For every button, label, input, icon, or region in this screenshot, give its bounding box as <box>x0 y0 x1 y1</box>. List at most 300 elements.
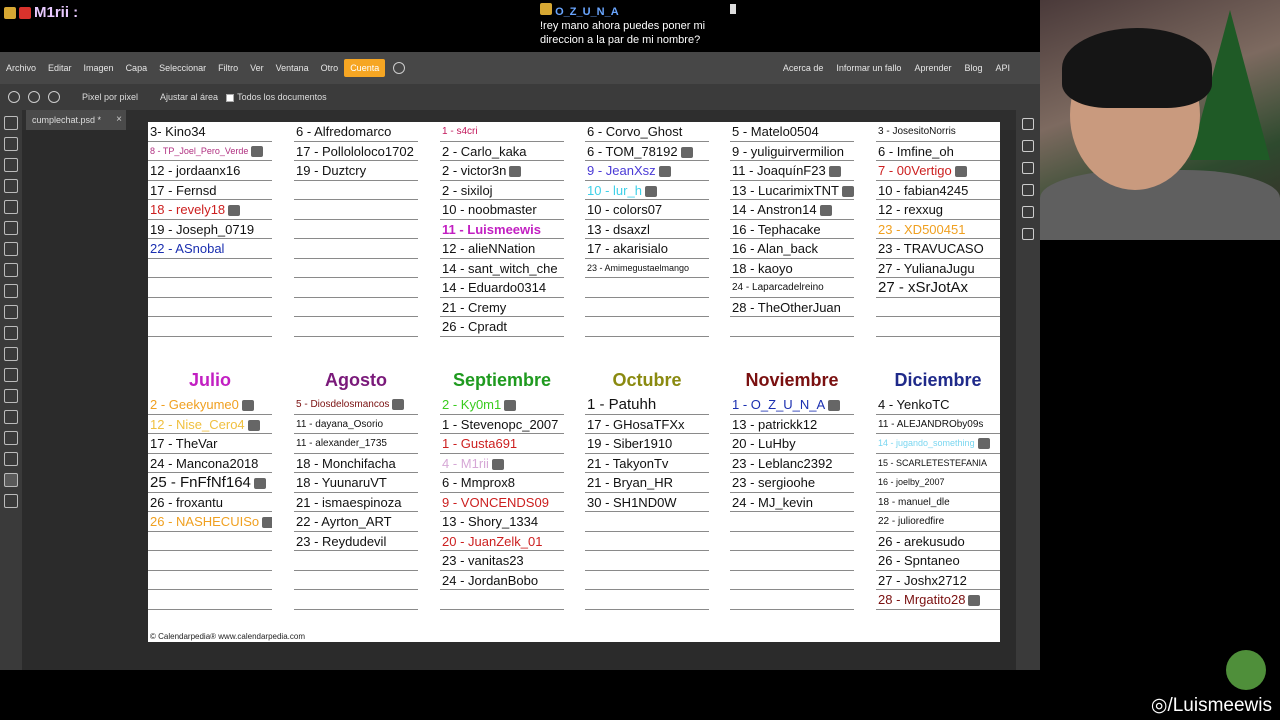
all-documents-option[interactable] <box>226 92 327 102</box>
calendar-entry <box>730 298 854 318</box>
frog-emote-icon <box>1226 650 1266 690</box>
calendar-entry <box>440 395 564 415</box>
fit-area-button[interactable]: Ajustar al área <box>160 92 219 102</box>
calendar-entry-text: 9 - VONCENDS09 <box>442 494 549 510</box>
calendar-entry <box>730 532 854 552</box>
calendar-column <box>294 122 418 337</box>
document-tab[interactable] <box>26 110 126 130</box>
avatar-icon <box>820 205 832 216</box>
calendar-entry <box>294 298 418 318</box>
calendar-entry-text: 23 - Amimegustaelmango <box>587 262 690 273</box>
calendar-entry <box>730 181 854 201</box>
calendar-entry <box>730 395 854 415</box>
calendar-canvas <box>148 122 1000 642</box>
calendar-entry <box>730 142 854 162</box>
calendar-entry-text: 13 - dsaxzl <box>587 221 650 237</box>
calendar-entry <box>876 317 1000 337</box>
paragraph-icon[interactable] <box>1022 184 1034 196</box>
calendar-entry <box>148 395 272 415</box>
calendar-entry-text: 27 - Joshx2712 <box>878 572 967 588</box>
image-icon[interactable] <box>1022 228 1034 240</box>
calendar-column <box>876 395 1000 610</box>
calendar-entry <box>876 122 1000 142</box>
calendar-entry-text: 6 - Corvo_Ghost <box>587 124 683 139</box>
calendar-entry <box>148 298 272 318</box>
calendar-entry <box>730 161 854 181</box>
calendar-entry-text: 1 - Gusta691 <box>442 436 518 451</box>
menu-imagen[interactable]: Imagen <box>83 63 114 73</box>
calendar-column <box>730 122 854 337</box>
calendar-entry-text: 11 - JoaquínF23 <box>732 163 826 178</box>
calendar-entry-text: 1 - O_Z_U_N_A <box>732 397 826 412</box>
info-icon[interactable] <box>1022 118 1034 130</box>
calendar-entry <box>440 434 564 454</box>
calendar-entry <box>730 239 854 259</box>
calendar-entry <box>294 571 418 591</box>
text-tool-icon[interactable] <box>4 389 18 403</box>
menu-cuenta[interactable]: Cuenta <box>344 59 385 77</box>
zoom-in-icon[interactable] <box>28 91 40 103</box>
calendar-entry <box>730 200 854 220</box>
calendar-entry-text: 3- Kino34 <box>150 124 206 139</box>
calendar-entry <box>876 454 1000 474</box>
color-swatch-icon[interactable] <box>4 494 18 508</box>
menu-right-item[interactable]: Aprender <box>914 63 952 73</box>
calendar-entry <box>585 473 709 493</box>
calendar-entry-text: 24 - Mancona2018 <box>150 455 259 471</box>
month-title: Agosto <box>325 370 387 390</box>
calendar-entry <box>876 220 1000 240</box>
brush-tool-icon[interactable] <box>4 263 18 277</box>
calendar-entry <box>730 512 854 532</box>
calendar-entry <box>294 259 418 279</box>
calendar-entry <box>876 259 1000 279</box>
calendar-entry <box>440 161 564 181</box>
calendar-entry-text: 10 - lur_h <box>587 182 642 198</box>
avatar-icon <box>248 420 260 431</box>
calendar-entry-text: 11 - Luismeewis <box>442 221 541 237</box>
calendar-entry <box>294 395 418 415</box>
brush-settings-icon[interactable] <box>1022 140 1034 152</box>
month-title: Noviembre <box>745 370 839 390</box>
menu-archivo[interactable]: Archivo <box>6 63 37 73</box>
instagram-handle <box>1151 694 1272 717</box>
calendar-entry <box>440 239 564 259</box>
hand-tool-icon[interactable] <box>4 452 18 466</box>
calendar-entry-text: 26 - Cpradt <box>442 319 508 334</box>
calendar-entry <box>876 278 1000 298</box>
calendar-entry <box>294 181 418 201</box>
avatar-icon <box>242 400 254 411</box>
calendar-entry <box>294 473 418 493</box>
crown-icon <box>4 7 16 19</box>
calendar-entry <box>585 454 709 474</box>
calendar-entry <box>440 181 564 201</box>
calendar-entry-text: 14 - jugando_something <box>878 438 975 448</box>
calendar-entry <box>440 415 564 435</box>
calendar-entry <box>440 298 564 318</box>
calendar-entry <box>876 532 1000 552</box>
calendar-entry-text: 23 - sergioohe <box>732 475 816 490</box>
calendar-entry-text: 18 - YuunaruVT <box>296 475 387 490</box>
calendar-entry-text: 9 - JeanXsz <box>587 163 656 178</box>
calendar-entry-text: 18 - revely18 <box>150 202 226 217</box>
calendar-entry <box>440 532 564 552</box>
pen-tool-icon[interactable] <box>4 410 18 424</box>
chat-message <box>540 3 705 47</box>
calendar-entry <box>876 571 1000 591</box>
calendar-entry-text: 8 - TP_Joel_Pero_Verde <box>150 145 249 156</box>
calendar-entry-text: 23 - XD500451 <box>878 221 966 237</box>
webcam-overlay <box>1040 0 1280 240</box>
calendar-entry-text: 26 - NASHECUISo <box>150 514 260 529</box>
checkbox-icon[interactable] <box>226 94 234 102</box>
avatar-icon <box>392 399 404 410</box>
calendar-entry <box>730 473 854 493</box>
menu-right-item[interactable]: Acerca de <box>782 63 824 73</box>
calendar-entry <box>294 220 418 240</box>
calendar-entry-text: 16 - Tephacake <box>732 221 821 237</box>
calendar-entry <box>440 512 564 532</box>
calendar-entry <box>294 317 418 337</box>
calendar-entry <box>730 278 854 298</box>
calendar-entry <box>585 317 709 337</box>
calendar-column <box>440 395 564 610</box>
calendar-entry <box>585 434 709 454</box>
calendar-entry <box>730 454 854 474</box>
calendar-entry <box>148 122 272 142</box>
dodge-tool-icon[interactable] <box>4 368 18 382</box>
calendar-entry <box>148 512 272 532</box>
calendar-entry-text: 6 - Imfine_oh <box>878 143 954 159</box>
calendar-entry <box>585 200 709 220</box>
calendar-entry-text: 7 - 00Vertigo <box>878 163 952 178</box>
month-title: Julio <box>188 370 231 390</box>
calendar-entry-text: 15 - SCARLETESTEFANIA <box>878 457 988 468</box>
calendar-entry <box>876 298 1000 318</box>
menu-ver[interactable]: Ver <box>250 63 264 73</box>
calendar-entry <box>440 551 564 571</box>
calendar-entry <box>148 200 272 220</box>
calendar-entry-text: 18 - manuel_dle <box>878 496 950 508</box>
calendar-entry-text: 12 - Nise_Cero4 <box>150 416 245 432</box>
calendar-entry <box>585 298 709 318</box>
menu-right-item[interactable]: API <box>995 63 1010 73</box>
chat-line-1: !rey mano ahora puedes poner mi <box>540 20 706 32</box>
calendar-entry <box>585 239 709 259</box>
calendar-entry-text: 5 - Diosdelosmancos <box>296 399 390 410</box>
avatar-icon <box>659 166 671 177</box>
avatar-icon <box>251 146 263 157</box>
calendar-entry-text: 20 - LuHby <box>732 436 796 451</box>
calendar-entry <box>294 239 418 259</box>
calendar-entry <box>294 590 418 610</box>
zoom-out-icon[interactable] <box>48 91 60 103</box>
menu-capa[interactable]: Capa <box>125 63 148 73</box>
calendar-entry <box>440 122 564 142</box>
css-icon[interactable] <box>1022 206 1034 218</box>
avatar-icon <box>968 595 980 606</box>
calendar-entry <box>585 571 709 591</box>
avatar-icon <box>842 186 854 197</box>
stream-footer <box>0 670 1280 720</box>
close-icon[interactable]: × <box>116 114 122 125</box>
marquee-tool-icon[interactable] <box>4 137 18 151</box>
instagram-handle-text: /Luismeewis <box>1167 695 1272 716</box>
calendar-entry <box>585 551 709 571</box>
pixel-by-pixel-button[interactable]: Pixel por pixel <box>82 92 139 102</box>
calendar-entry <box>294 493 418 513</box>
calendar-entry-text: 12 - jordaanx16 <box>150 163 241 178</box>
avatar-icon <box>829 166 841 177</box>
bucket-tool-icon[interactable] <box>4 326 18 340</box>
avatar-icon <box>645 186 657 197</box>
calendar-entry-text: 23 - Leblanc2392 <box>732 455 833 471</box>
calendar-entry-text: 21 - Cremy <box>442 299 507 315</box>
calendar-entry <box>585 181 709 201</box>
calendar-entry-text: 9 - yuliguirvermilion <box>732 143 844 159</box>
calendar-entry <box>148 454 272 474</box>
calendar-entry <box>148 590 272 610</box>
month-title: Diciembre <box>894 370 982 390</box>
calendar-entry-text: 21 - TakyonTv <box>587 455 669 471</box>
calendar-entry <box>585 395 709 415</box>
calendar-entry <box>585 161 709 181</box>
calendar-entry-text: 28 - Mrgatito28 <box>878 592 966 607</box>
search-icon[interactable] <box>8 91 20 103</box>
calendar-entry-text: 11 - ALEJANDROby09s <box>878 418 984 430</box>
calendar-entry <box>440 317 564 337</box>
calendar-entry-text: 19 - Duztcry <box>296 163 367 178</box>
calendar-entry <box>585 415 709 435</box>
avatar-icon <box>262 517 272 528</box>
menu-right-item[interactable]: Blog <box>964 63 983 73</box>
calendar-entry <box>585 220 709 240</box>
calendar-entry <box>294 142 418 162</box>
calendar-entry-text: 24 - Laparcadelreino <box>732 282 824 293</box>
calendar-entry <box>148 415 272 435</box>
calendar-entry-text: 11 - dayana_Osorio <box>296 418 384 430</box>
calendar-entry-text: 11 - alexander_1735 <box>296 438 387 449</box>
menu-right <box>783 52 1010 84</box>
calendar-entry-text: 14 - Anstron14 <box>732 202 817 217</box>
chat-username: M1rii : <box>34 4 79 21</box>
calendar-column <box>148 395 272 610</box>
avatar-icon <box>978 438 990 449</box>
menu-editar[interactable]: Editar <box>48 63 72 73</box>
calendar-entry-text: 21 - Bryan_HR <box>587 475 673 490</box>
stamp-tool-icon[interactable] <box>4 284 18 298</box>
calendar-entry-text: 12 - rexxug <box>878 202 944 217</box>
calendar-entry <box>148 434 272 454</box>
calendar-entry-text: 23 - Reydudevil <box>296 533 387 549</box>
calendar-entry-text: 18 - kaoyo <box>732 260 793 276</box>
calendar-entry <box>294 161 418 181</box>
search-icon[interactable] <box>393 62 405 74</box>
calendar-entry-text: 16 - Alan_back <box>732 241 819 256</box>
calendar-entry <box>876 434 1000 454</box>
calendar-entry <box>730 551 854 571</box>
calendar-entry-text: 1 - Patuhh <box>587 396 657 413</box>
calendar-entry <box>730 571 854 591</box>
calendar-entry <box>148 473 272 493</box>
calendar-entry <box>148 551 272 571</box>
calendar-entry-text: 3 - JosesitoNorris <box>878 126 956 137</box>
calendar-entry-text: 12 - alieNNation <box>442 241 536 256</box>
calendar-entry-text: 30 - SH1ND0W <box>587 494 677 510</box>
calendar-entry-text: 6 - Mmprox8 <box>442 475 515 490</box>
calendar-entry-text: 17 - GHosaTFXx <box>587 416 685 432</box>
calendar-entry-text: 13 - patrickk12 <box>732 416 818 432</box>
month-title: Octubre <box>612 370 682 390</box>
calendar-entry-text: 2 - Geekyume0 <box>150 397 239 412</box>
avatar-icon <box>492 459 504 470</box>
calendar-entry <box>294 512 418 532</box>
calendar-entry-text: 10 - noobmaster <box>442 202 537 217</box>
calendar-entry <box>876 493 1000 513</box>
menu-seleccionar[interactable]: Seleccionar <box>159 63 207 73</box>
calendar-entry <box>730 220 854 240</box>
calendar-entry <box>148 161 272 181</box>
calendar-entry <box>876 239 1000 259</box>
calendar-entry <box>294 200 418 220</box>
calendar-entry <box>730 122 854 142</box>
calendar-entry <box>876 395 1000 415</box>
pin-icon <box>730 4 736 14</box>
magic-wand-icon[interactable] <box>4 179 18 193</box>
calendar-entry <box>440 200 564 220</box>
calendar-entry-text: 2 - Carlo_kaka <box>442 143 527 159</box>
avatar-icon <box>254 478 266 489</box>
calendar-entry-text: 26 - Spntaneo <box>878 553 960 568</box>
calendar-entry <box>585 493 709 513</box>
calendar-entry <box>876 142 1000 162</box>
calendar-entry <box>585 278 709 298</box>
streamer-hair <box>1062 28 1212 108</box>
menu-right-item[interactable]: Informar un fallo <box>836 63 902 73</box>
calendar-entry <box>148 571 272 591</box>
eyedropper-icon[interactable] <box>4 221 18 235</box>
calendar-entry-text: 17 - Pollololoco1702 <box>296 143 414 159</box>
calendar-column <box>294 395 418 610</box>
calendar-entry-text: 24 - JordanBobo <box>442 572 539 588</box>
blur-tool-icon[interactable] <box>4 347 18 361</box>
calendar-entry-text: 17 - TheVar <box>150 436 218 451</box>
avatar-icon <box>681 147 693 158</box>
calendar-entry-text: 2 - sixiloj <box>442 182 493 198</box>
calendar-entry-text: 23 - TRAVUCASO <box>878 241 984 256</box>
tools-panel <box>0 110 22 670</box>
menu-ventana[interactable]: Ventana <box>275 63 309 73</box>
calendar-entry-text: 27 - YulianaJugu <box>878 260 975 276</box>
calendar-entry <box>148 493 272 513</box>
calendar-entry <box>294 278 418 298</box>
calendar-entry <box>585 532 709 552</box>
avatar-icon <box>509 166 521 177</box>
healing-tool-icon[interactable] <box>4 242 18 256</box>
document-tab-label: cumplechat.psd * <box>32 115 102 125</box>
chat-user-banner <box>4 4 78 21</box>
calendar-entry <box>730 590 854 610</box>
shape-tool-icon[interactable] <box>4 431 18 445</box>
calendar-entry <box>876 512 1000 532</box>
move-tool-icon[interactable] <box>4 116 18 130</box>
calendar-entry <box>585 122 709 142</box>
calendar-entry <box>148 142 272 162</box>
calendar-entry <box>440 473 564 493</box>
calendar-column <box>730 395 854 610</box>
crown-icon <box>540 3 552 15</box>
calendar-column <box>585 395 709 610</box>
avatar-icon <box>955 166 967 177</box>
side-panel <box>1016 110 1040 670</box>
calendar-entry <box>730 434 854 454</box>
avatar-icon <box>828 400 840 411</box>
calendar-entry <box>440 220 564 240</box>
stream-header <box>0 0 1040 52</box>
chat-line-2: direccion a la par de mi nombre? <box>540 34 701 46</box>
calendar-entry <box>294 122 418 142</box>
lasso-tool-icon[interactable] <box>4 158 18 172</box>
calendar-entry-text: 18 - Monchifacha <box>296 455 396 471</box>
calendar-entry-text: 25 - FnFfNf164 <box>150 474 251 491</box>
calendar-entry-text: 4 - YenkoTC <box>878 397 950 412</box>
calendar-entry <box>294 434 418 454</box>
calendar-entry <box>148 220 272 240</box>
calendar-entry <box>440 590 564 610</box>
zoom-tool-icon[interactable] <box>4 473 18 487</box>
calendar-entry <box>585 142 709 162</box>
calendar-entry <box>585 259 709 279</box>
calendar-entry <box>440 142 564 162</box>
calendar-entry <box>148 239 272 259</box>
calendar-entry-text: 14 - sant_witch_che <box>442 260 558 276</box>
calendar-entry-text: 22 - julioredfire <box>878 516 945 527</box>
calendar-entry <box>148 317 272 337</box>
all-documents-label: Todos los documentos <box>237 92 327 102</box>
calendar-entry <box>730 317 854 337</box>
character-icon[interactable] <box>1022 162 1034 174</box>
calendar-entry-text: 2 - victor3n <box>442 163 507 178</box>
calendar-entry-text: 13 - LucarimixTNT <box>732 182 839 198</box>
calendar-entry <box>730 493 854 513</box>
calendar-entry-text: 14 - Eduardo0314 <box>442 280 547 295</box>
calendar-entry-text: 5 - Matelo0504 <box>732 124 819 139</box>
calendar-entry-text: 1 - s4cri <box>442 126 478 137</box>
calendar-entry <box>440 571 564 591</box>
calendar-column <box>440 122 564 337</box>
calendar-entry-text: 6 - Alfredomarco <box>296 124 392 139</box>
calendar-entry-text: 23 - vanitas23 <box>442 553 524 568</box>
menu-filtro[interactable]: Filtro <box>218 63 239 73</box>
calendar-entry <box>440 493 564 513</box>
calendar-entry-text: 24 - MJ_kevin <box>732 494 813 510</box>
menu-otro[interactable]: Otro <box>320 63 339 73</box>
calendar-entry <box>294 532 418 552</box>
calendar-entry-text: 28 - TheOtherJuan <box>732 299 841 315</box>
chat-author: O_Z_U_N_A <box>555 6 619 18</box>
calendar-entry <box>876 415 1000 435</box>
calendar-entry <box>730 259 854 279</box>
crop-tool-icon[interactable] <box>4 200 18 214</box>
calendar-entry-text: 13 - Shory_1334 <box>442 514 539 529</box>
calendar-entry <box>440 278 564 298</box>
eraser-tool-icon[interactable] <box>4 305 18 319</box>
calendar-entry <box>294 415 418 435</box>
calendar-entry <box>876 161 1000 181</box>
calendar-entry <box>148 278 272 298</box>
calendar-entry <box>294 454 418 474</box>
